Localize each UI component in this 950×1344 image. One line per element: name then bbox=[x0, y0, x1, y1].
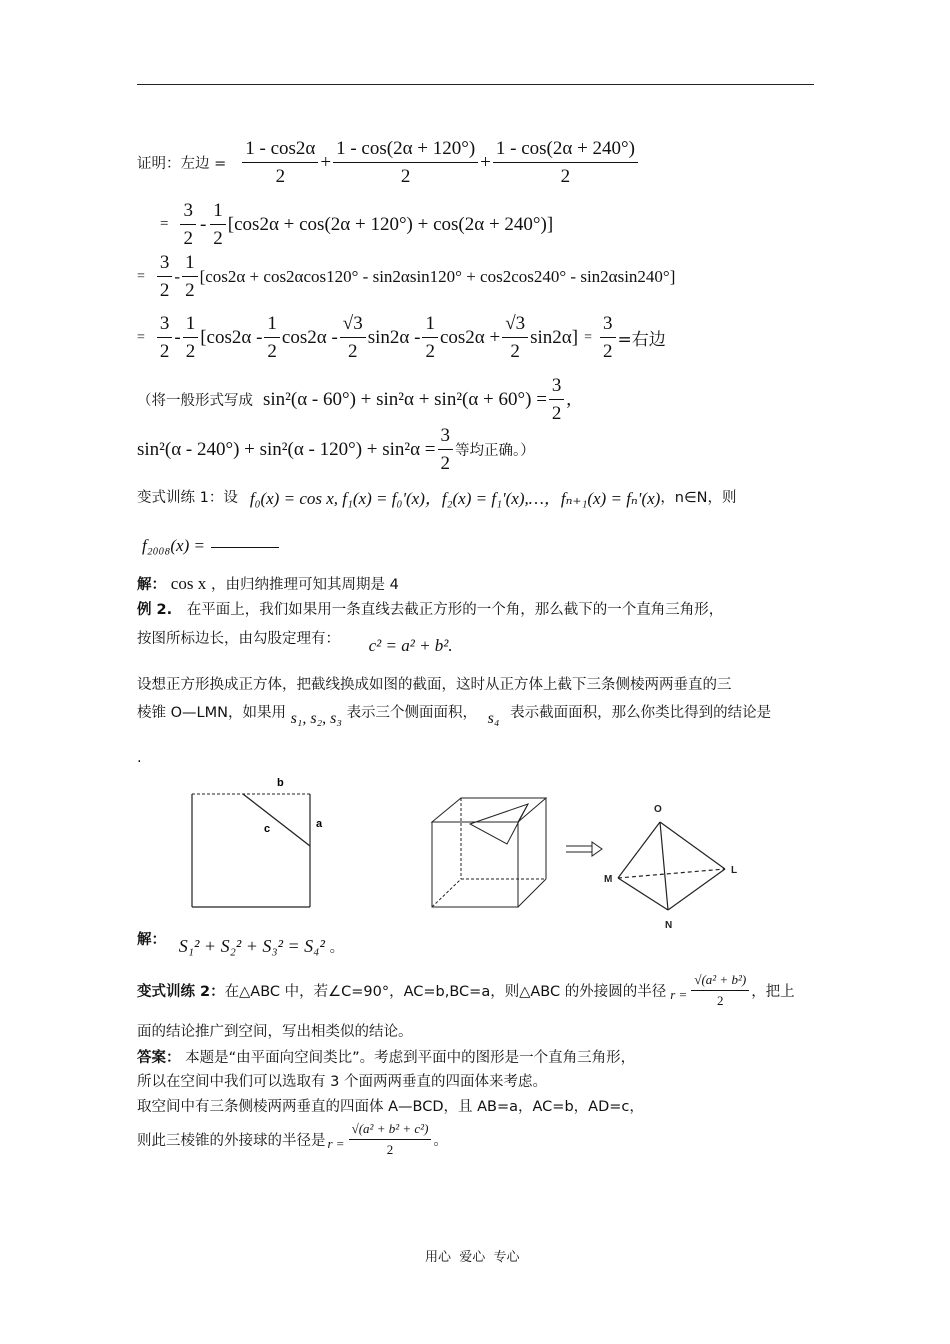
radius-fraction bbox=[691, 973, 749, 1009]
variant-1-question bbox=[142, 536, 279, 556]
example-2-line-2 bbox=[137, 628, 453, 655]
generalize-formula-1: sin²(α - 60°) + sin²α + sin²(α + 60°) = bbox=[263, 388, 547, 410]
generalize-line-1 bbox=[137, 375, 571, 425]
term: [cos2α - bbox=[200, 326, 263, 348]
numerator: 3 bbox=[438, 425, 454, 450]
fraction-2-denominator: 2 bbox=[400, 165, 411, 187]
numerator: 1 bbox=[183, 313, 199, 338]
minus-sign: - bbox=[174, 266, 181, 286]
denominator: 2 bbox=[603, 340, 613, 362]
fraction-three-halves bbox=[549, 375, 565, 425]
fraction-one-half bbox=[183, 313, 199, 363]
equals-sign: = bbox=[137, 268, 145, 284]
arrow-icon bbox=[566, 842, 602, 856]
fraction-root3-half bbox=[502, 313, 528, 363]
term: cos2α + bbox=[439, 326, 501, 348]
label-O: O bbox=[654, 804, 662, 815]
denominator: 2 bbox=[551, 402, 562, 424]
numerator: 3 bbox=[180, 200, 196, 225]
fraction-one-half bbox=[422, 313, 438, 363]
numerator: 3 bbox=[157, 313, 173, 338]
footer-text: 用心 爱心 专心 bbox=[425, 1250, 520, 1265]
variant-2-answer-line-2 bbox=[137, 1074, 547, 1091]
generalize-line-2 bbox=[137, 425, 535, 475]
fraction-3 bbox=[493, 138, 638, 188]
fraction-2-numerator: 1 - cos(2α + 120°) bbox=[333, 138, 478, 163]
variant-2-answer-line-1 bbox=[137, 1050, 635, 1067]
plus-sign: + bbox=[480, 151, 491, 173]
variant-1-question-text: f₂₀₀₈(x) = bbox=[142, 536, 205, 555]
denominator: 2 bbox=[159, 340, 170, 362]
sphere-radius-fraction bbox=[349, 1122, 432, 1158]
denominator: 2 bbox=[386, 1141, 394, 1157]
variant-2-answer-line-3 bbox=[137, 1099, 644, 1116]
comma: , bbox=[566, 388, 572, 410]
numerator: 3 bbox=[600, 313, 616, 338]
generalize-note: 等均正确。） bbox=[455, 443, 535, 460]
numerator: 1 bbox=[422, 313, 438, 338]
fraction-one-half bbox=[264, 313, 280, 363]
fraction-3-numerator: 1 - cos(2α + 240°) bbox=[493, 138, 638, 163]
answer-text-2: 所以在空间中我们可以选取有 3 个面两两垂直的四面体来考虑。 bbox=[137, 1074, 547, 1090]
label-N: N bbox=[665, 920, 673, 931]
numerator: 3 bbox=[157, 252, 173, 277]
generalize-intro: （将一般形式写成 bbox=[137, 393, 253, 410]
fraction-root3-half bbox=[340, 313, 366, 363]
denominator: 2 bbox=[213, 227, 223, 249]
label-b: b bbox=[277, 777, 284, 789]
example-2-line-3 bbox=[137, 677, 732, 694]
radius-symbol: r = bbox=[670, 986, 688, 1002]
numerator: 1 bbox=[210, 200, 226, 225]
numerator: 1 bbox=[182, 252, 198, 277]
denominator: 2 bbox=[159, 279, 170, 301]
minus-sign: - bbox=[174, 326, 181, 348]
variant-2-text-1: 在△ABC 中，若∠C=90°，AC=b,BC=a，则△ABC 的外接圆的半径 bbox=[224, 984, 667, 1001]
numerator: 1 bbox=[264, 313, 280, 338]
example-2-label: 例 2. bbox=[137, 602, 173, 618]
denominator: 2 bbox=[183, 227, 193, 249]
fraction-1 bbox=[242, 138, 318, 188]
numerator: 3 bbox=[549, 375, 565, 400]
denominator: 2 bbox=[440, 452, 451, 474]
cube-figure bbox=[432, 798, 546, 907]
generalize-formula-2: sin²(α - 240°) + sin²(α - 120°) + sin²α = bbox=[137, 438, 436, 460]
variant-2-tail: ，把上 bbox=[751, 984, 795, 1001]
fraction-three-halves bbox=[157, 252, 173, 302]
fraction-three-halves bbox=[600, 313, 616, 363]
right-side-label: =右边 bbox=[617, 330, 666, 351]
proof-line-2-bracket: [cos2α + cos(2α + 120°) + cos(2α + 240°)] bbox=[227, 213, 554, 235]
numerator: √(a² + b² + c²) bbox=[349, 1122, 432, 1140]
term: sin2α] bbox=[530, 326, 579, 348]
variant-1-label: 变式训练 1：设 bbox=[137, 490, 238, 506]
answer-formula: cos x bbox=[170, 574, 207, 593]
fraction-3-denominator: 2 bbox=[560, 165, 571, 187]
minus-sign: - bbox=[199, 213, 207, 235]
example-2-line-5 bbox=[137, 750, 142, 767]
fraction-one-half bbox=[182, 252, 198, 302]
equals-sign: = bbox=[584, 329, 592, 345]
example-2-text-4b: 表示三个侧面面积， bbox=[346, 705, 478, 721]
example-2-figures bbox=[180, 772, 780, 932]
variant-2-line-2 bbox=[137, 1024, 413, 1041]
tetrahedron-figure bbox=[618, 822, 725, 910]
answer-text-1: 本题是“由平面向空间类比”。考虑到平面中的图形是一个直角三角形， bbox=[185, 1050, 636, 1066]
variant-2-label: 变式训练 2： bbox=[137, 984, 225, 1001]
variant-1-answer bbox=[137, 574, 399, 594]
numerator: √3 bbox=[340, 313, 366, 338]
fraction-2 bbox=[333, 138, 478, 188]
denominator: 2 bbox=[267, 340, 277, 362]
variant-1-line bbox=[137, 484, 736, 509]
answer-text: ，由归纳推理可知其周期是 4 bbox=[210, 577, 399, 593]
variant-2-line-1 bbox=[137, 973, 795, 1009]
answer-formula: S₁² + S₂² + S₃² = S₄² bbox=[178, 936, 325, 956]
fraction-three-halves bbox=[438, 425, 454, 475]
plus-sign: + bbox=[320, 151, 332, 173]
numerator: √(a² + b²) bbox=[691, 973, 749, 991]
proof-line-3-bracket: [cos2α + cos2αcos120° - sin2αsin120° + cos2cos240° - sin2αsin240°] bbox=[199, 266, 676, 286]
period: 。 bbox=[329, 940, 345, 956]
example-2-text-1: 在平面上，我们如果用一条直线去截正方形的一个角，那么截下的一个直角三角形， bbox=[186, 602, 724, 618]
answer-text-4: 则此三棱锥的外接球的半径是 bbox=[137, 1133, 326, 1150]
fraction-three-halves bbox=[157, 313, 173, 363]
denominator: 2 bbox=[510, 340, 520, 362]
area-symbol-s4: s₄ bbox=[487, 710, 500, 727]
proof-line-3 bbox=[137, 252, 675, 302]
variant-1-formula: f₀(x) = cos x, f₁(x) = f₀'(x)，f₂(x) = f₁'(x),…，fₙ₊₁(x) = fₙ'(x) bbox=[249, 489, 661, 508]
label-c: c bbox=[264, 823, 271, 835]
period: 。 bbox=[433, 1133, 448, 1150]
answer-label: 解： bbox=[137, 577, 166, 593]
fraction-1-numerator: 1 - cos2α bbox=[242, 138, 318, 163]
variant-2-answer-line-4 bbox=[137, 1122, 448, 1158]
answer-label: 答案： bbox=[137, 1050, 181, 1066]
pythagorean-formula: c² = a² + b². bbox=[368, 636, 453, 655]
square-figure bbox=[192, 777, 323, 907]
term: cos2α - bbox=[281, 326, 338, 348]
area-symbols-s1-s3: s₁, s₂, s₃ bbox=[290, 710, 342, 727]
page-footer bbox=[425, 1251, 520, 1266]
denominator: 2 bbox=[185, 340, 196, 362]
equals-sign: = bbox=[137, 329, 145, 345]
denominator: 2 bbox=[348, 340, 358, 362]
example-2-text-4a: 棱锥 O—LMN，如果用 bbox=[137, 705, 286, 721]
label-L: L bbox=[731, 865, 738, 876]
answer-label: 解： bbox=[137, 932, 166, 948]
term: sin2α - bbox=[367, 326, 421, 348]
answer-text-3: 取空间中有三条侧棱两两垂直的四面体 A—BCD，且 AB=a，AC=b，AD=c， bbox=[137, 1099, 644, 1115]
equals-sign: = bbox=[160, 216, 169, 233]
header-rule bbox=[137, 84, 814, 85]
fraction-three-halves bbox=[180, 200, 196, 250]
proof-intro: 证明：左边 = bbox=[137, 156, 227, 173]
denominator: 2 bbox=[717, 992, 724, 1008]
numerator: √3 bbox=[502, 313, 528, 338]
label-M: M bbox=[604, 874, 613, 885]
proof-line-2 bbox=[160, 200, 553, 250]
example-2-text-4c: 表示截面面积，那么你类比得到的结论是 bbox=[510, 705, 772, 721]
proof-line-4 bbox=[137, 313, 666, 363]
example-2-answer bbox=[137, 928, 345, 956]
answer-blank-line bbox=[211, 547, 279, 548]
example-2-text-3: 设想正方形换成正方体，把截线换成如图的截面，这时从正方体上截下三条侧棱两两垂直的三 bbox=[137, 677, 732, 693]
fraction-1-denominator: 2 bbox=[275, 165, 286, 187]
radius-symbol: r = bbox=[327, 1135, 345, 1151]
variant-2-text-2: 面的结论推广到空间，写出相类似的结论。 bbox=[137, 1024, 413, 1040]
fraction-one-half bbox=[210, 200, 226, 250]
example-2-line-4 bbox=[137, 704, 772, 727]
proof-line-1 bbox=[137, 138, 640, 188]
example-2-text-2: 按图所标边长，由勾股定理有： bbox=[137, 631, 340, 647]
period: . bbox=[137, 750, 142, 766]
denominator: 2 bbox=[425, 340, 435, 362]
variant-1-tail: ，n∈N，则 bbox=[660, 490, 737, 506]
label-a: a bbox=[316, 818, 323, 830]
example-2-line-1 bbox=[137, 602, 723, 619]
denominator: 2 bbox=[185, 279, 195, 301]
